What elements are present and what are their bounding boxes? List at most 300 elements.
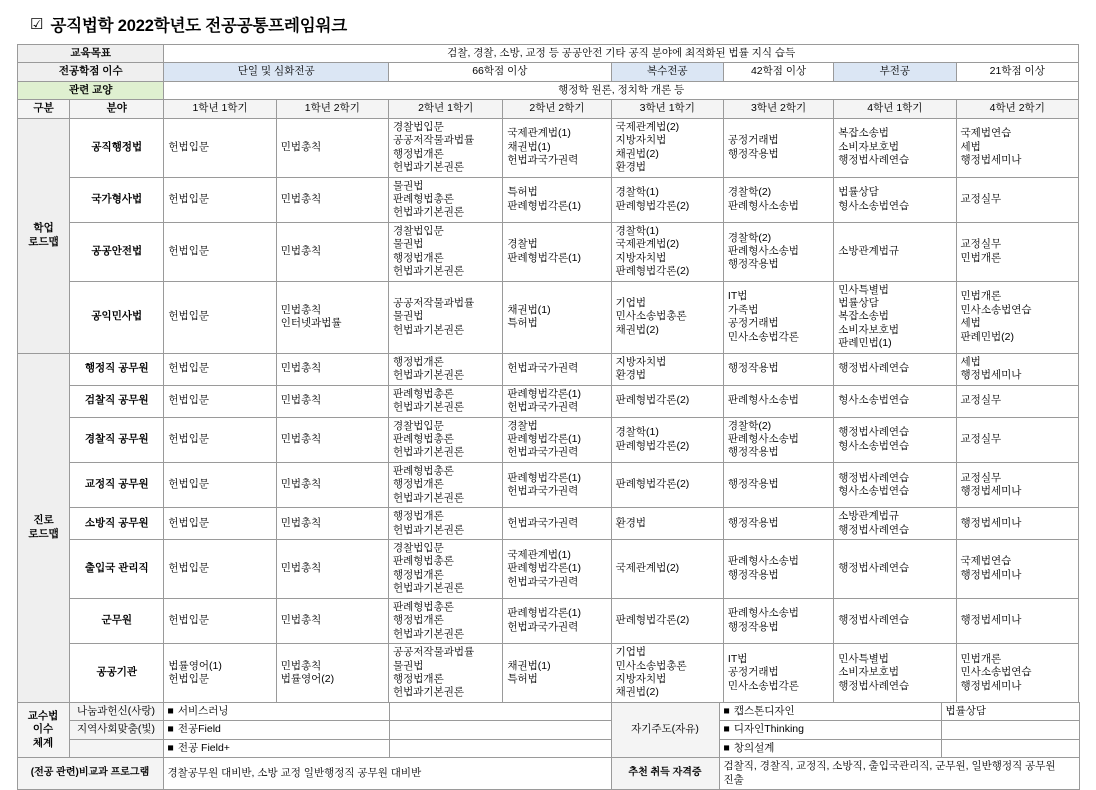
course-item: 판례형법총론: [393, 387, 454, 400]
header-term-2: 1학년 2학기: [276, 100, 388, 118]
teaching-category-community: 지역사회맞춤(빛): [69, 721, 163, 739]
label-extracurricular: (전공 관련)비교과 프로그램: [17, 758, 163, 790]
course-cell: [834, 385, 956, 417]
course-item: 판례형법총론: [393, 192, 454, 205]
square-bullet-icon: ■: [167, 741, 174, 754]
course-cell: [723, 222, 833, 281]
course-item: 소비자보호법: [838, 666, 900, 679]
self-directed-extra-3: [941, 739, 1079, 757]
course-item: 행정법개론: [393, 478, 444, 491]
table-row: [18, 598, 1079, 643]
course-item: 헌법입문: [168, 310, 209, 323]
course-cell: [723, 281, 833, 353]
course-cell: [389, 598, 503, 643]
course-item: 복잡소송법: [838, 310, 889, 323]
course-item: 채권법(2): [615, 323, 659, 336]
course-item: 법률영어(1): [168, 659, 222, 672]
course-item: 국제관계법(2): [615, 562, 680, 575]
course-item: 민법총칙: [280, 432, 322, 445]
course-cell: [503, 118, 611, 177]
self-directed-item-capstone: ■ 캡스톤디자인: [719, 702, 941, 720]
course-item: 채권법(2): [615, 686, 659, 699]
course-item: 판례형사소송법: [727, 555, 799, 568]
label-education-goal: 교육목표: [18, 45, 164, 63]
course-item: 행정작용법: [727, 258, 779, 271]
course-item: 공공저작물과법률: [393, 646, 475, 659]
course-cell: [834, 222, 956, 281]
table-row: [18, 353, 1079, 385]
header-term-6: 3학년 2학기: [723, 100, 833, 118]
course-item: 행정법사례연습: [838, 362, 910, 375]
course-item: 경찰학(1): [615, 186, 659, 199]
course-item: 헌법과기본권론: [393, 161, 465, 174]
course-item: 판례민법(2): [960, 330, 1014, 343]
value-extracurricular: 경찰공무원 대비반, 소방 교정 일반행정직 공무원 대비반: [163, 758, 611, 790]
self-directed-extra-legal-counsel: 법률상담: [941, 702, 1079, 720]
course-item: 세법: [960, 140, 981, 153]
table-row: [18, 644, 1079, 703]
table-row: [18, 385, 1079, 417]
table-row: [18, 462, 1079, 507]
course-item: 특허법: [507, 672, 538, 685]
course-item: 민사소송법연습: [960, 303, 1032, 316]
course-cell: [503, 462, 611, 507]
course-cell: [611, 462, 723, 507]
checkbox-checked-icon: ☑: [30, 15, 44, 33]
course-item: 헌법과기본권론: [393, 323, 465, 336]
course-cell: [164, 462, 276, 507]
course-cell: [956, 598, 1078, 643]
course-cell: [723, 417, 833, 462]
course-item: 행정법개론: [393, 672, 444, 685]
course-item: 경찰학(2): [727, 186, 772, 199]
course-item: 소비자보호법: [838, 323, 900, 336]
course-item: 판례형사소송법: [727, 199, 799, 212]
bottom-footer-row: [17, 758, 1079, 790]
square-bullet-icon: ■: [723, 741, 730, 754]
course-item: 민사소송법총론: [615, 310, 687, 323]
course-item: 행정작용법: [727, 620, 779, 633]
course-item: 판례형사소송법: [727, 607, 799, 620]
course-item: 헌법과기본권론: [393, 265, 465, 278]
course-item: 형사소송법연습: [838, 484, 910, 497]
label-teaching-system-line-2: 이수: [32, 723, 54, 736]
course-item: 판례형법각론(2): [615, 265, 690, 278]
course-item: 판례형법각론(2): [615, 478, 690, 491]
course-item: 행정법사례연습: [838, 562, 910, 575]
course-item: 경찰법입문: [393, 419, 444, 432]
course-item: 판례형법총론: [393, 600, 454, 613]
course-item: 판례형법각론(2): [615, 614, 690, 627]
course-item: 행정법개론: [393, 355, 444, 368]
course-cell: [389, 177, 503, 222]
course-cell: [834, 598, 956, 643]
course-item: 헌법과기본권론: [393, 582, 465, 595]
course-item: 채권법(1): [507, 303, 551, 316]
course-item: 국제관계법(1): [507, 548, 571, 561]
framework-table: [17, 44, 1079, 703]
course-cell: [834, 462, 956, 507]
course-item: 판례형법각론(1): [507, 432, 582, 445]
table-row: [18, 118, 1079, 177]
course-item: 헌법과기본권론: [393, 491, 465, 504]
course-cell: [503, 508, 611, 540]
course-item: 민사소송법각론: [727, 330, 799, 343]
table-row: [18, 417, 1079, 462]
header-term-3: 2학년 1학기: [389, 100, 503, 118]
course-item: 행정작용법: [727, 147, 779, 160]
header-division: 구분: [18, 100, 70, 118]
course-item: 민법총칙: [280, 303, 322, 316]
course-item: 행정법세미나: [960, 484, 1022, 497]
course-cell: [723, 598, 833, 643]
course-item: 환경법: [615, 161, 647, 174]
course-item: 헌법과기본권론: [393, 206, 465, 219]
course-item: 민사소송법총론: [615, 659, 687, 672]
course-item: 행정작용법: [727, 516, 779, 529]
section-label-1: [18, 353, 70, 702]
course-cell: [276, 222, 388, 281]
course-item: 국제법연습: [960, 555, 1012, 568]
label-recommended-certs: 추천 취득 자격증: [611, 758, 719, 790]
row-major-credits: [18, 63, 1079, 81]
course-cell: [276, 644, 388, 703]
label-liberal-arts: 관련 교양: [18, 81, 164, 99]
course-cell: [276, 417, 388, 462]
course-item: 행정법세미나: [960, 679, 1022, 692]
course-item: 복잡소송법: [838, 127, 889, 140]
course-item: 특허법: [507, 186, 538, 199]
row-column-headers: [18, 100, 1079, 118]
credit-type-minor: 부전공: [834, 63, 956, 81]
course-cell: [389, 462, 503, 507]
self-directed-extra-2: [941, 721, 1079, 739]
section-label-line: 로드맵: [28, 527, 59, 540]
course-item: 행정법세미나: [960, 516, 1022, 529]
course-cell: [834, 118, 956, 177]
course-item: 헌법입문: [168, 478, 209, 491]
course-item: 환경법: [615, 369, 647, 382]
row-field-label: 공익민사법: [70, 281, 164, 353]
teaching-item-major-field: ■ 전공Field: [163, 721, 389, 739]
row-field-label: 행정직 공무원: [70, 353, 164, 385]
course-item: 민사특별법: [838, 283, 889, 296]
course-item: 행정법세미나: [960, 369, 1022, 382]
course-item: 판례형법각론(1): [507, 387, 582, 400]
course-item: 헌법과기본권론: [393, 686, 465, 699]
course-item: 판례형법총론: [393, 464, 454, 477]
course-item: 행정법세미나: [960, 614, 1022, 627]
course-cell: [389, 385, 503, 417]
course-item: 행정작용법: [727, 478, 779, 491]
course-item: 민법개론: [960, 290, 1002, 303]
course-item: 기업법: [615, 646, 647, 659]
label-self-directed: 자기주도(자유): [611, 702, 719, 757]
course-cell: [389, 118, 503, 177]
row-field-label: 소방직 공무원: [70, 508, 164, 540]
row-field-label: 공공기관: [70, 644, 164, 703]
course-item: 판례형법각론(1): [507, 199, 582, 212]
course-cell: [611, 177, 723, 222]
value-education-goal: 검찰, 경찰, 소방, 교정 등 공공안전 기타 공직 분야에 최적화된 법률 지식 습득: [164, 45, 1079, 63]
course-item: 경찰학(2): [727, 231, 772, 244]
course-item: 민법총칙: [280, 516, 322, 529]
course-cell: [611, 281, 723, 353]
course-item: IT법: [727, 652, 748, 665]
course-item: 헌법과국가권력: [507, 362, 579, 375]
course-item: 판례형법각론(1): [507, 562, 582, 575]
course-item: 헌법입문: [168, 244, 209, 257]
course-item: 판례형법총론: [393, 432, 454, 445]
course-cell: [611, 540, 723, 599]
course-item: 행정법사례연습: [838, 471, 910, 484]
page-title-text: 공직법학 2022학년도 전공공통프레임워크: [50, 17, 347, 35]
course-cell: [276, 177, 388, 222]
course-cell: [276, 385, 388, 417]
square-bullet-icon: ■: [167, 704, 174, 717]
credit-value-single: 66학점 이상: [389, 63, 612, 81]
course-item: 헌법과국가권력: [507, 575, 579, 588]
row-field-label: 공직행정법: [70, 118, 164, 177]
course-item: 국제관계법(2): [615, 120, 680, 133]
course-item: 헌법입문: [168, 562, 209, 575]
table-row: [18, 222, 1079, 281]
course-cell: [503, 353, 611, 385]
course-item: 헌법과국가권력: [507, 620, 579, 633]
course-item: 헌법입문: [168, 362, 209, 375]
course-cell: [276, 462, 388, 507]
square-bullet-icon: ■: [723, 723, 730, 736]
row-field-label: 군무원: [70, 598, 164, 643]
credit-value-double: 42학점 이상: [723, 63, 833, 81]
course-item: 행정작용법: [727, 446, 779, 459]
course-item: 민법총칙: [280, 614, 322, 627]
course-item: 경찰학(1): [615, 426, 659, 439]
course-cell: [956, 353, 1078, 385]
table-body: [18, 118, 1079, 702]
course-cell: [611, 508, 723, 540]
square-bullet-icon: ■: [723, 704, 730, 717]
course-item: 경찰법입문: [393, 224, 444, 237]
course-item: 기업법: [615, 297, 647, 309]
course-cell: [276, 281, 388, 353]
course-item: 행정법사례연습: [838, 614, 910, 627]
course-item: 행정법사례연습: [838, 154, 910, 167]
course-cell: [503, 222, 611, 281]
course-cell: [956, 462, 1078, 507]
course-item: 행정법사례연습: [838, 523, 910, 536]
course-cell: [611, 417, 723, 462]
course-cell: [956, 644, 1078, 703]
row-liberal-arts: [18, 81, 1079, 99]
course-item: 헌법입문: [168, 140, 209, 153]
course-item: 판례형법각론(1): [507, 471, 582, 484]
course-item: 헌법과국가권력: [507, 484, 579, 497]
course-cell: [723, 462, 833, 507]
course-item: 소방관계법규: [838, 510, 900, 523]
course-cell: [611, 644, 723, 703]
course-item: 물권법: [393, 238, 424, 251]
course-item: 민법개론: [960, 251, 1002, 264]
course-cell: [164, 118, 276, 177]
course-cell: [834, 177, 956, 222]
course-item: 지방자치법: [615, 134, 667, 147]
course-item: 헌법과국가권력: [507, 401, 579, 414]
course-item: 공정거래법: [727, 317, 779, 330]
table-row: [18, 540, 1079, 599]
course-cell: [834, 508, 956, 540]
course-cell: [956, 118, 1078, 177]
course-item: 공공저작물과법률: [393, 297, 475, 309]
course-cell: [164, 222, 276, 281]
course-cell: [503, 385, 611, 417]
course-item: 형사소송법연습: [838, 394, 910, 407]
course-item: 헌법입문: [168, 394, 209, 407]
course-cell: [276, 540, 388, 599]
course-item: 법률상담: [838, 297, 879, 309]
course-cell: [164, 417, 276, 462]
course-cell: [276, 353, 388, 385]
course-item: 헌법과국가권력: [507, 446, 579, 459]
course-item: 헌법과국가권력: [507, 516, 579, 529]
self-directed-item-design-thinking: ■ 디자인Thinking: [719, 721, 941, 739]
course-item: 행정법사례연습: [838, 426, 910, 439]
row-field-label: 검찰직 공무원: [70, 385, 164, 417]
course-item: 특허법: [507, 317, 538, 330]
course-item: 헌법입문: [168, 672, 209, 685]
course-item: 헌법입문: [168, 432, 209, 445]
course-item: 민법총칙: [280, 192, 322, 205]
course-item: 판례형사소송법: [727, 432, 799, 445]
course-cell: [723, 644, 833, 703]
course-item: 소비자보호법: [838, 140, 900, 153]
course-cell: [611, 385, 723, 417]
table-row: [18, 508, 1079, 540]
course-item: 행정법개론: [393, 251, 444, 264]
label-teaching-system: [17, 702, 69, 757]
course-cell: [389, 353, 503, 385]
course-item: 교정실무: [960, 192, 1002, 205]
course-cell: [164, 540, 276, 599]
course-item: 민사소송법각론: [727, 679, 799, 692]
course-item: 공정거래법: [727, 666, 779, 679]
course-item: 인터넷과법률: [280, 317, 342, 330]
course-item: 국제관계법(1): [507, 127, 571, 140]
course-item: 헌법입문: [168, 192, 209, 205]
bottom-table: [17, 702, 1080, 790]
course-cell: [834, 281, 956, 353]
course-item: 판례형법각론(2): [615, 199, 690, 212]
course-item: 교정실무: [960, 394, 1002, 407]
bottom-row-1: [17, 702, 1079, 720]
course-item: 행정법개론: [393, 510, 444, 523]
section-label-0: [18, 118, 70, 353]
course-cell: [503, 644, 611, 703]
course-item: 헌법과기본권론: [393, 401, 465, 414]
course-item: 민법총칙: [280, 362, 322, 375]
course-item: 판례민법(1): [838, 337, 892, 350]
row-field-label: 교정직 공무원: [70, 462, 164, 507]
header-term-8: 4학년 2학기: [956, 100, 1078, 118]
square-bullet-icon: ■: [167, 723, 174, 736]
course-item: 민법총칙: [280, 244, 322, 257]
row-field-label: 공공안전법: [70, 222, 164, 281]
course-cell: [164, 177, 276, 222]
course-item: 헌법입문: [168, 516, 209, 529]
course-item: 세법: [960, 317, 981, 330]
course-cell: [164, 644, 276, 703]
row-field-label: 출입국 관리직: [70, 540, 164, 599]
course-cell: [956, 417, 1078, 462]
course-item: 지방자치법: [615, 672, 667, 685]
course-cell: [611, 222, 723, 281]
course-item: 법률영어(2): [280, 672, 335, 685]
label-major-credits: 전공학점 이수: [18, 63, 164, 81]
course-cell: [164, 353, 276, 385]
course-cell: [503, 598, 611, 643]
course-cell: [956, 540, 1078, 599]
course-cell: [389, 508, 503, 540]
course-cell: [723, 540, 833, 599]
table-row: [18, 177, 1079, 222]
course-cell: [389, 417, 503, 462]
section-label-line: 로드맵: [28, 235, 59, 248]
course-item: 헌법과기본권론: [393, 369, 465, 382]
page-title: [30, 12, 1084, 36]
course-cell: [611, 353, 723, 385]
course-cell: [164, 598, 276, 643]
value-recommended-certs: 검찰직, 경찰직, 교정직, 소방직, 출입국관리직, 군무원, 일반행정직 공무원 진출: [719, 758, 1079, 790]
course-cell: [956, 177, 1078, 222]
course-cell: [834, 353, 956, 385]
course-item: 판례형사소송법: [727, 244, 799, 257]
course-item: 민법총칙: [280, 140, 322, 153]
course-cell: [723, 385, 833, 417]
bottom-row-2: [17, 721, 1079, 739]
course-item: 법률상담: [838, 186, 879, 199]
course-item: 민법총칙: [280, 659, 322, 672]
course-cell: [164, 281, 276, 353]
course-cell: [956, 508, 1078, 540]
course-item: 판례형법각론(1): [507, 607, 582, 620]
row-education-goal: [18, 45, 1079, 63]
course-item: 물권법: [393, 310, 424, 323]
course-item: 행정법세미나: [960, 568, 1022, 581]
course-item: 국제법연습: [960, 127, 1012, 140]
table-row: [18, 281, 1079, 353]
header-term-4: 2학년 2학기: [503, 100, 611, 118]
value-liberal-arts: 행정학 원론, 정치학 개론 등: [164, 81, 1079, 99]
course-cell: [503, 281, 611, 353]
course-item: 교정실무: [960, 432, 1002, 445]
course-cell: [276, 118, 388, 177]
course-item: 행정법개론: [393, 568, 444, 581]
course-cell: [389, 222, 503, 281]
course-cell: [956, 222, 1078, 281]
course-item: 경찰학(2): [727, 419, 772, 432]
course-item: 경찰법입문: [393, 120, 444, 133]
course-item: 민법총칙: [280, 478, 322, 491]
course-item: 판례형사소송법: [727, 394, 799, 407]
course-item: 민사특별법: [838, 652, 889, 665]
course-item: 지방자치법: [615, 355, 667, 368]
course-item: 지방자치법: [615, 251, 667, 264]
course-cell: [503, 540, 611, 599]
course-item: 소방관계법규: [838, 244, 900, 257]
course-item: 공정거래법: [727, 134, 779, 147]
course-item: IT법: [727, 290, 748, 303]
row-field-label: 국가형사법: [70, 177, 164, 222]
